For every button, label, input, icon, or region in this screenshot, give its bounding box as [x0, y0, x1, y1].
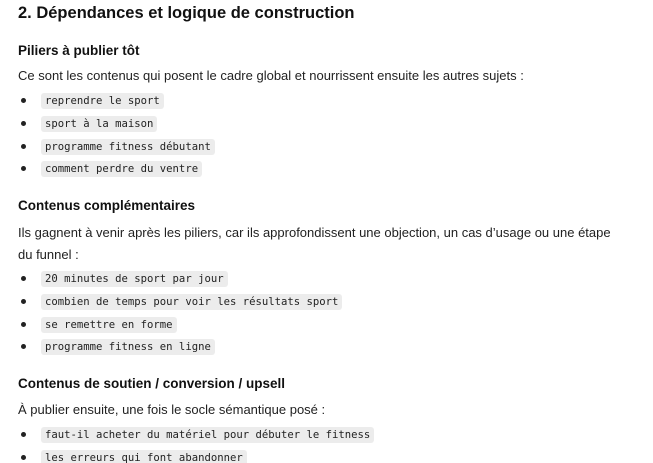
keyword-code: programme fitness en ligne: [41, 339, 215, 355]
bullet-icon: [21, 322, 26, 327]
list-item: [18, 313, 342, 336]
keyword-code: sport à la maison: [41, 116, 157, 132]
list-item: [18, 113, 215, 136]
list-item: [18, 291, 342, 314]
keyword-code: programme fitness débutant: [41, 139, 215, 155]
bullet-icon: [21, 276, 26, 281]
group-heading-soutien: Contenus de soutien / conversion / upsell: [18, 376, 286, 391]
keyword-code: reprendre le sport: [41, 93, 164, 109]
list-item: [18, 336, 342, 359]
keyword-code: comment perdre du ventre: [41, 161, 202, 177]
bullet-icon: [21, 455, 26, 460]
list-item: [18, 135, 215, 158]
group-heading-complementaires: Contenus complémentaires: [18, 198, 196, 213]
list-item: [18, 90, 215, 113]
keyword-code: combien de temps pour voir les résultats sport: [41, 294, 342, 310]
group-intro-soutien: À publier ensuite, une fois le socle sémantique posé :: [18, 402, 326, 417]
group-intro-complementaires: Ils gagnent à venir après les piliers, car ils approfondissent une objection, un cas d’usage ou une étape du funnel :: [18, 225, 611, 262]
group-heading-piliers: Piliers à publier tôt: [18, 43, 140, 58]
keyword-code: se remettre en forme: [41, 317, 177, 333]
keyword-list-complementaires: [18, 268, 342, 359]
list-item: [18, 424, 374, 447]
bullet-icon: [21, 344, 26, 349]
keyword-list-soutien: [18, 424, 374, 463]
keyword-list-piliers: [18, 90, 215, 181]
bullet-icon: [21, 166, 26, 171]
bullet-icon: [21, 98, 26, 103]
keyword-code: faut-il acheter du matériel pour débuter le fitness: [41, 427, 374, 443]
group-intro-piliers: Ce sont les contenus qui posent le cadre global et nourrissent ensuite les autres sujets :: [18, 68, 524, 83]
list-item: [18, 268, 342, 291]
list-item: [18, 158, 215, 181]
bullet-icon: [21, 144, 26, 149]
keyword-code: 20 minutes de sport par jour: [41, 271, 228, 287]
bullet-icon: [21, 299, 26, 304]
keyword-code: les erreurs qui font abandonner: [41, 450, 247, 463]
bullet-icon: [21, 432, 26, 437]
list-item: [18, 447, 374, 463]
section-title: 2. Dépendances et logique de construction: [18, 4, 355, 22]
bullet-icon: [21, 121, 26, 126]
